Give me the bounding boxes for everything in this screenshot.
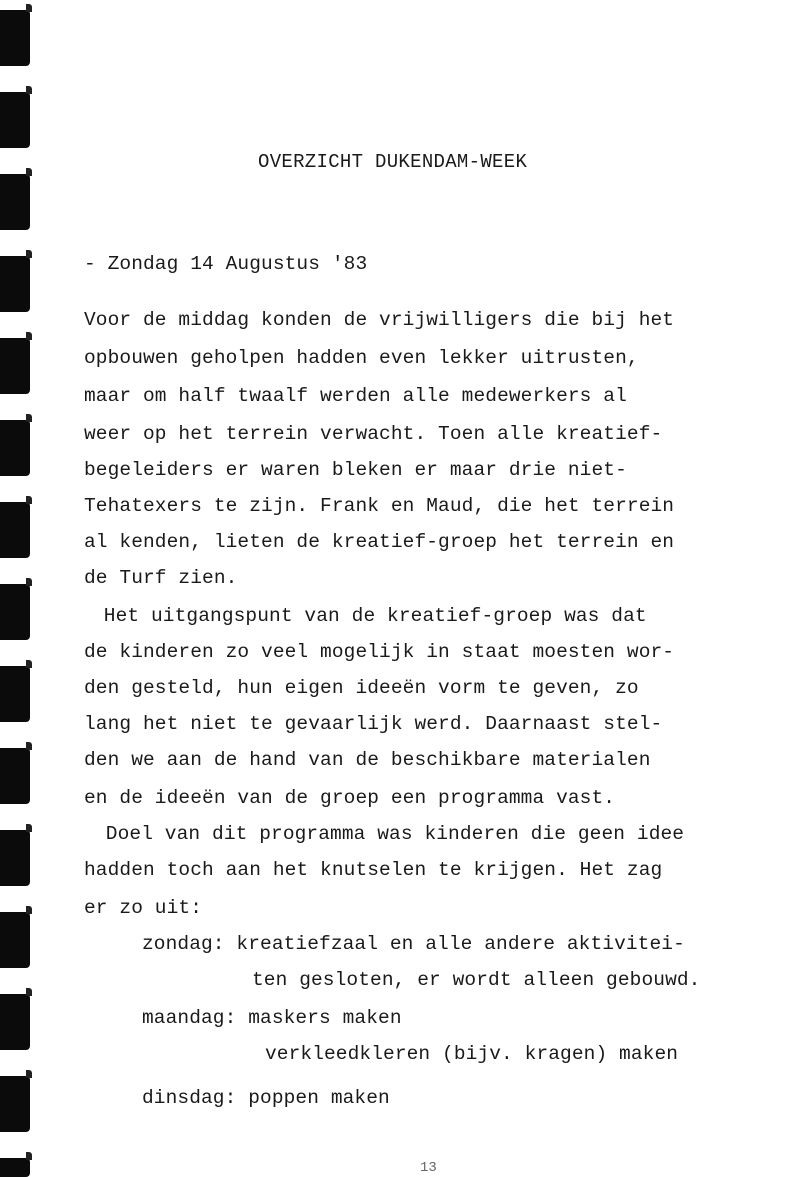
spiral-binding — [0, 0, 40, 1177]
date-heading: - Zondag 14 Augustus '83 — [84, 253, 368, 275]
binding-hole — [0, 338, 30, 394]
text-line: den we aan de hand van de beschikbare materialen — [84, 749, 651, 771]
text-line: Voor de middag konden de vrijwilligers die bij het — [84, 309, 675, 331]
text-line: opbouwen geholpen hadden even lekker uitrusten, — [84, 347, 639, 369]
schedule-line: verkleedkleren (bijv. kragen) maken — [265, 1043, 679, 1065]
text-line: Het uitgangspunt van de kreatief-groep was dat — [92, 605, 647, 627]
schedule-line: ten gesloten, er wordt alleen gebouwd. — [252, 969, 701, 991]
text-line: weer op het terrein verwacht. Toen alle kreatief- — [84, 423, 663, 445]
text-line: Tehatexers te zijn. Frank en Maud, die het terrein — [84, 495, 675, 517]
binding-hole — [0, 994, 30, 1050]
text-line: hadden toch aan het knutselen te krijgen. Het zag — [84, 859, 663, 881]
binding-hole — [0, 666, 30, 722]
binding-hole — [0, 256, 30, 312]
text-line: er zo uit: — [84, 897, 203, 919]
binding-hole — [0, 10, 30, 66]
schedule-line: maandag: maskers maken — [142, 1007, 402, 1029]
text-line: begeleiders er waren bleken er maar drie niet- — [84, 459, 627, 481]
binding-hole — [0, 92, 30, 148]
binding-hole — [0, 502, 30, 558]
binding-hole — [0, 584, 30, 640]
text-line: lang het niet te gevaarlijk werd. Daarnaast stel- — [84, 713, 663, 735]
binding-hole — [0, 830, 30, 886]
schedule-line: zondag: kreatiefzaal en alle andere aktivitei- — [142, 933, 685, 955]
text-line: maar om half twaalf werden alle medewerkers al — [84, 385, 627, 407]
binding-hole — [0, 174, 30, 230]
schedule-line: dinsdag: poppen maken — [142, 1087, 390, 1109]
text-line: de Turf zien. — [84, 567, 238, 589]
binding-hole — [0, 1158, 30, 1177]
binding-hole — [0, 1076, 30, 1132]
text-line: den gesteld, hun eigen ideeën vorm te geven, zo — [84, 677, 639, 699]
binding-hole — [0, 912, 30, 968]
binding-hole — [0, 420, 30, 476]
text-line: en de ideeën van de groep een programma vast. — [84, 787, 616, 809]
text-line: Doel van dit programma was kinderen die geen idee — [94, 823, 685, 845]
page-number: 13 — [420, 1160, 437, 1176]
document-title: OVERZICHT DUKENDAM-WEEK — [258, 151, 528, 173]
text-line: de kinderen zo veel mogelijk in staat moesten wor- — [84, 641, 675, 663]
text-line: al kenden, lieten de kreatief-groep het terrein en — [84, 531, 675, 553]
binding-hole — [0, 748, 30, 804]
